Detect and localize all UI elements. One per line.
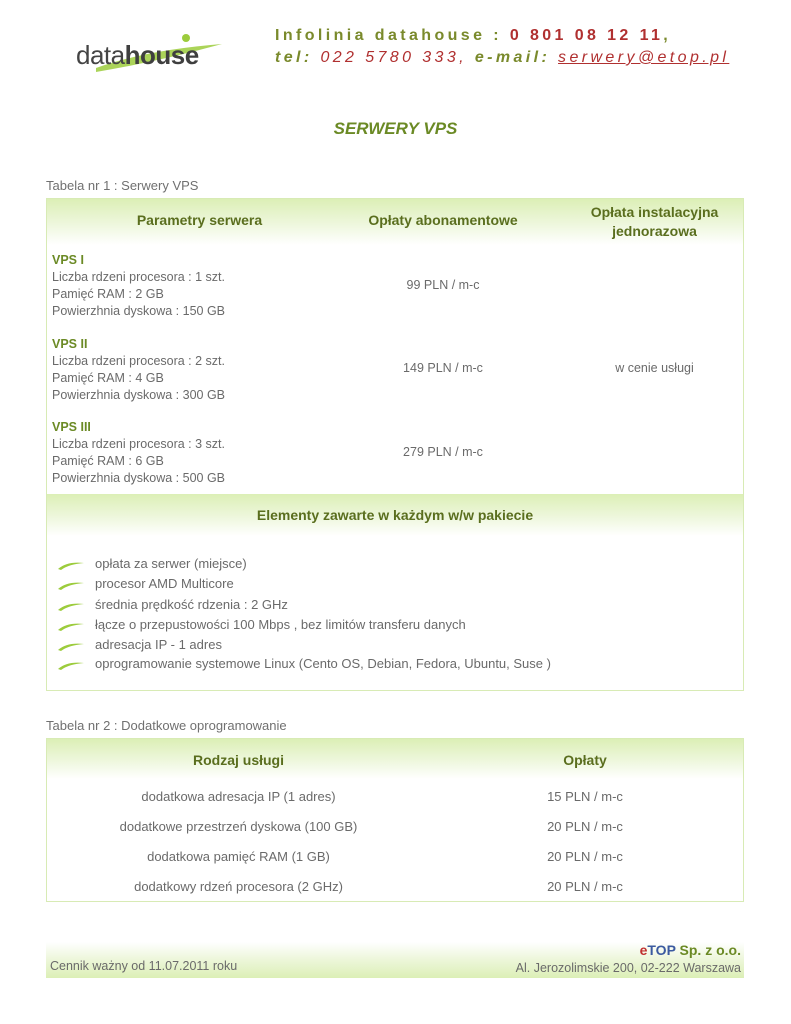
vps-ram: Pamięć RAM : 6 GB <box>52 454 164 468</box>
table1-header-params: Parametry serwera <box>136 212 263 228</box>
price-list-validity: Cennik ważny od 11.07.2011 roku <box>50 959 238 973</box>
service-name: dodatkowe przestrzeń dyskowa (100 GB) <box>119 819 358 834</box>
feature-text: oprogramowanie systemowe Linux (Cento OS, Debian, Fedora, Ubuntu, Suse ) <box>95 656 551 671</box>
email-label: e-mail: <box>474 49 559 66</box>
vps-cpu: Liczba rdzeni procesora : 2 szt. <box>52 354 225 368</box>
service-price: 20 PLN / m-c <box>547 849 623 864</box>
vps-price: 99 PLN / m-c <box>406 278 480 292</box>
feature-text: procesor AMD Multicore <box>95 576 234 591</box>
feature-text: łącze o przepustowości 100 Mbps , bez limitów transferu danych <box>95 617 466 632</box>
table1-header-subscription: Opłaty abonamentowe <box>368 212 518 228</box>
vps-ram: Pamięć RAM : 2 GB <box>52 287 164 301</box>
features-header: Elementy zawarte w każdym w/w pakiecie <box>256 507 534 523</box>
contact-info <box>275 25 729 69</box>
service-name: dodatkowa pamięć RAM (1 GB) <box>147 849 330 864</box>
footer <box>46 942 744 978</box>
vps-ram: Pamięć RAM : 4 GB <box>52 371 164 385</box>
vps-name: VPS III <box>52 420 91 434</box>
vps-price: 279 PLN / m-c <box>403 445 483 459</box>
vps-row <box>52 252 225 320</box>
logo-text-data: data <box>76 40 125 70</box>
vps-disk: Powierzhnia dyskowa : 500 GB <box>52 471 226 485</box>
service-price: 15 PLN / m-c <box>547 789 623 804</box>
vps-cpu: Liczba rdzeni procesora : 1 szt. <box>52 270 225 284</box>
table1-header-installation: Opłata instalacyjna jednorazowa <box>590 204 719 239</box>
table2-header-price: Opłaty <box>563 752 607 768</box>
feature-text: średnia prędkość rdzenia : 2 GHz <box>95 597 288 612</box>
company-name <box>640 942 741 958</box>
logo-text-house: house <box>124 40 199 70</box>
vps-cpu: Liczba rdzeni procesora : 3 szt. <box>52 437 225 451</box>
table2-header-service: Rodzaj usługi <box>193 752 284 768</box>
service-price: 20 PLN / m-c <box>547 879 623 894</box>
service-price: 20 PLN / m-c <box>547 819 623 834</box>
vps-row <box>52 336 225 404</box>
service-name: dodatkowa adresacja IP (1 adres) <box>141 789 336 804</box>
table2 <box>46 738 744 902</box>
swoosh-bullet-icon <box>57 659 85 671</box>
datahouse-logo <box>76 28 226 78</box>
swoosh-bullet-icon <box>57 559 85 571</box>
vps-disk: Powierzhnia dyskowa : 150 GB <box>52 304 226 318</box>
tel-label: tel: <box>275 49 321 66</box>
swoosh-bullet-icon <box>57 579 85 591</box>
feature-text: opłata za serwer (miejsce) <box>95 556 247 571</box>
email-link[interactable]: serwery@etop.pl <box>558 49 730 66</box>
tel-number: 022 5780 333, <box>320 49 475 66</box>
vps-row <box>52 419 225 487</box>
vps-disk: Powierzhnia dyskowa : 300 GB <box>52 388 226 402</box>
vps-name: VPS II <box>52 337 88 351</box>
installation-fee: w cenie usługi <box>615 361 694 375</box>
hotline-comma: , <box>663 27 672 44</box>
swoosh-bullet-icon <box>57 600 85 612</box>
company-rest: Sp. z o.o. <box>675 942 741 958</box>
swoosh-bullet-icon <box>57 640 85 652</box>
feature-text: adresacja IP - 1 adres <box>95 637 222 652</box>
service-name: dodatkowy rdzeń procesora (2 GHz) <box>134 879 343 894</box>
page-title: SERWERY VPS <box>333 119 458 138</box>
table2-caption: Tabela nr 2 : Dodatkowe oprogramowanie <box>46 718 287 733</box>
company-e: e <box>639 942 648 958</box>
table1-caption: Tabela nr 1 : Serwery VPS <box>46 178 199 193</box>
hotline-number: 0 801 08 12 11 <box>509 27 664 44</box>
hotline-label: Infolinia datahouse : <box>275 27 510 44</box>
table1 <box>46 198 744 691</box>
vps-name: VPS I <box>52 253 84 267</box>
company-top: TOP <box>647 942 676 958</box>
vps-price: 149 PLN / m-c <box>403 361 483 375</box>
company-address: Al. Jerozolimskie 200, 02-222 Warszawa <box>515 961 741 975</box>
swoosh-bullet-icon <box>57 620 85 632</box>
